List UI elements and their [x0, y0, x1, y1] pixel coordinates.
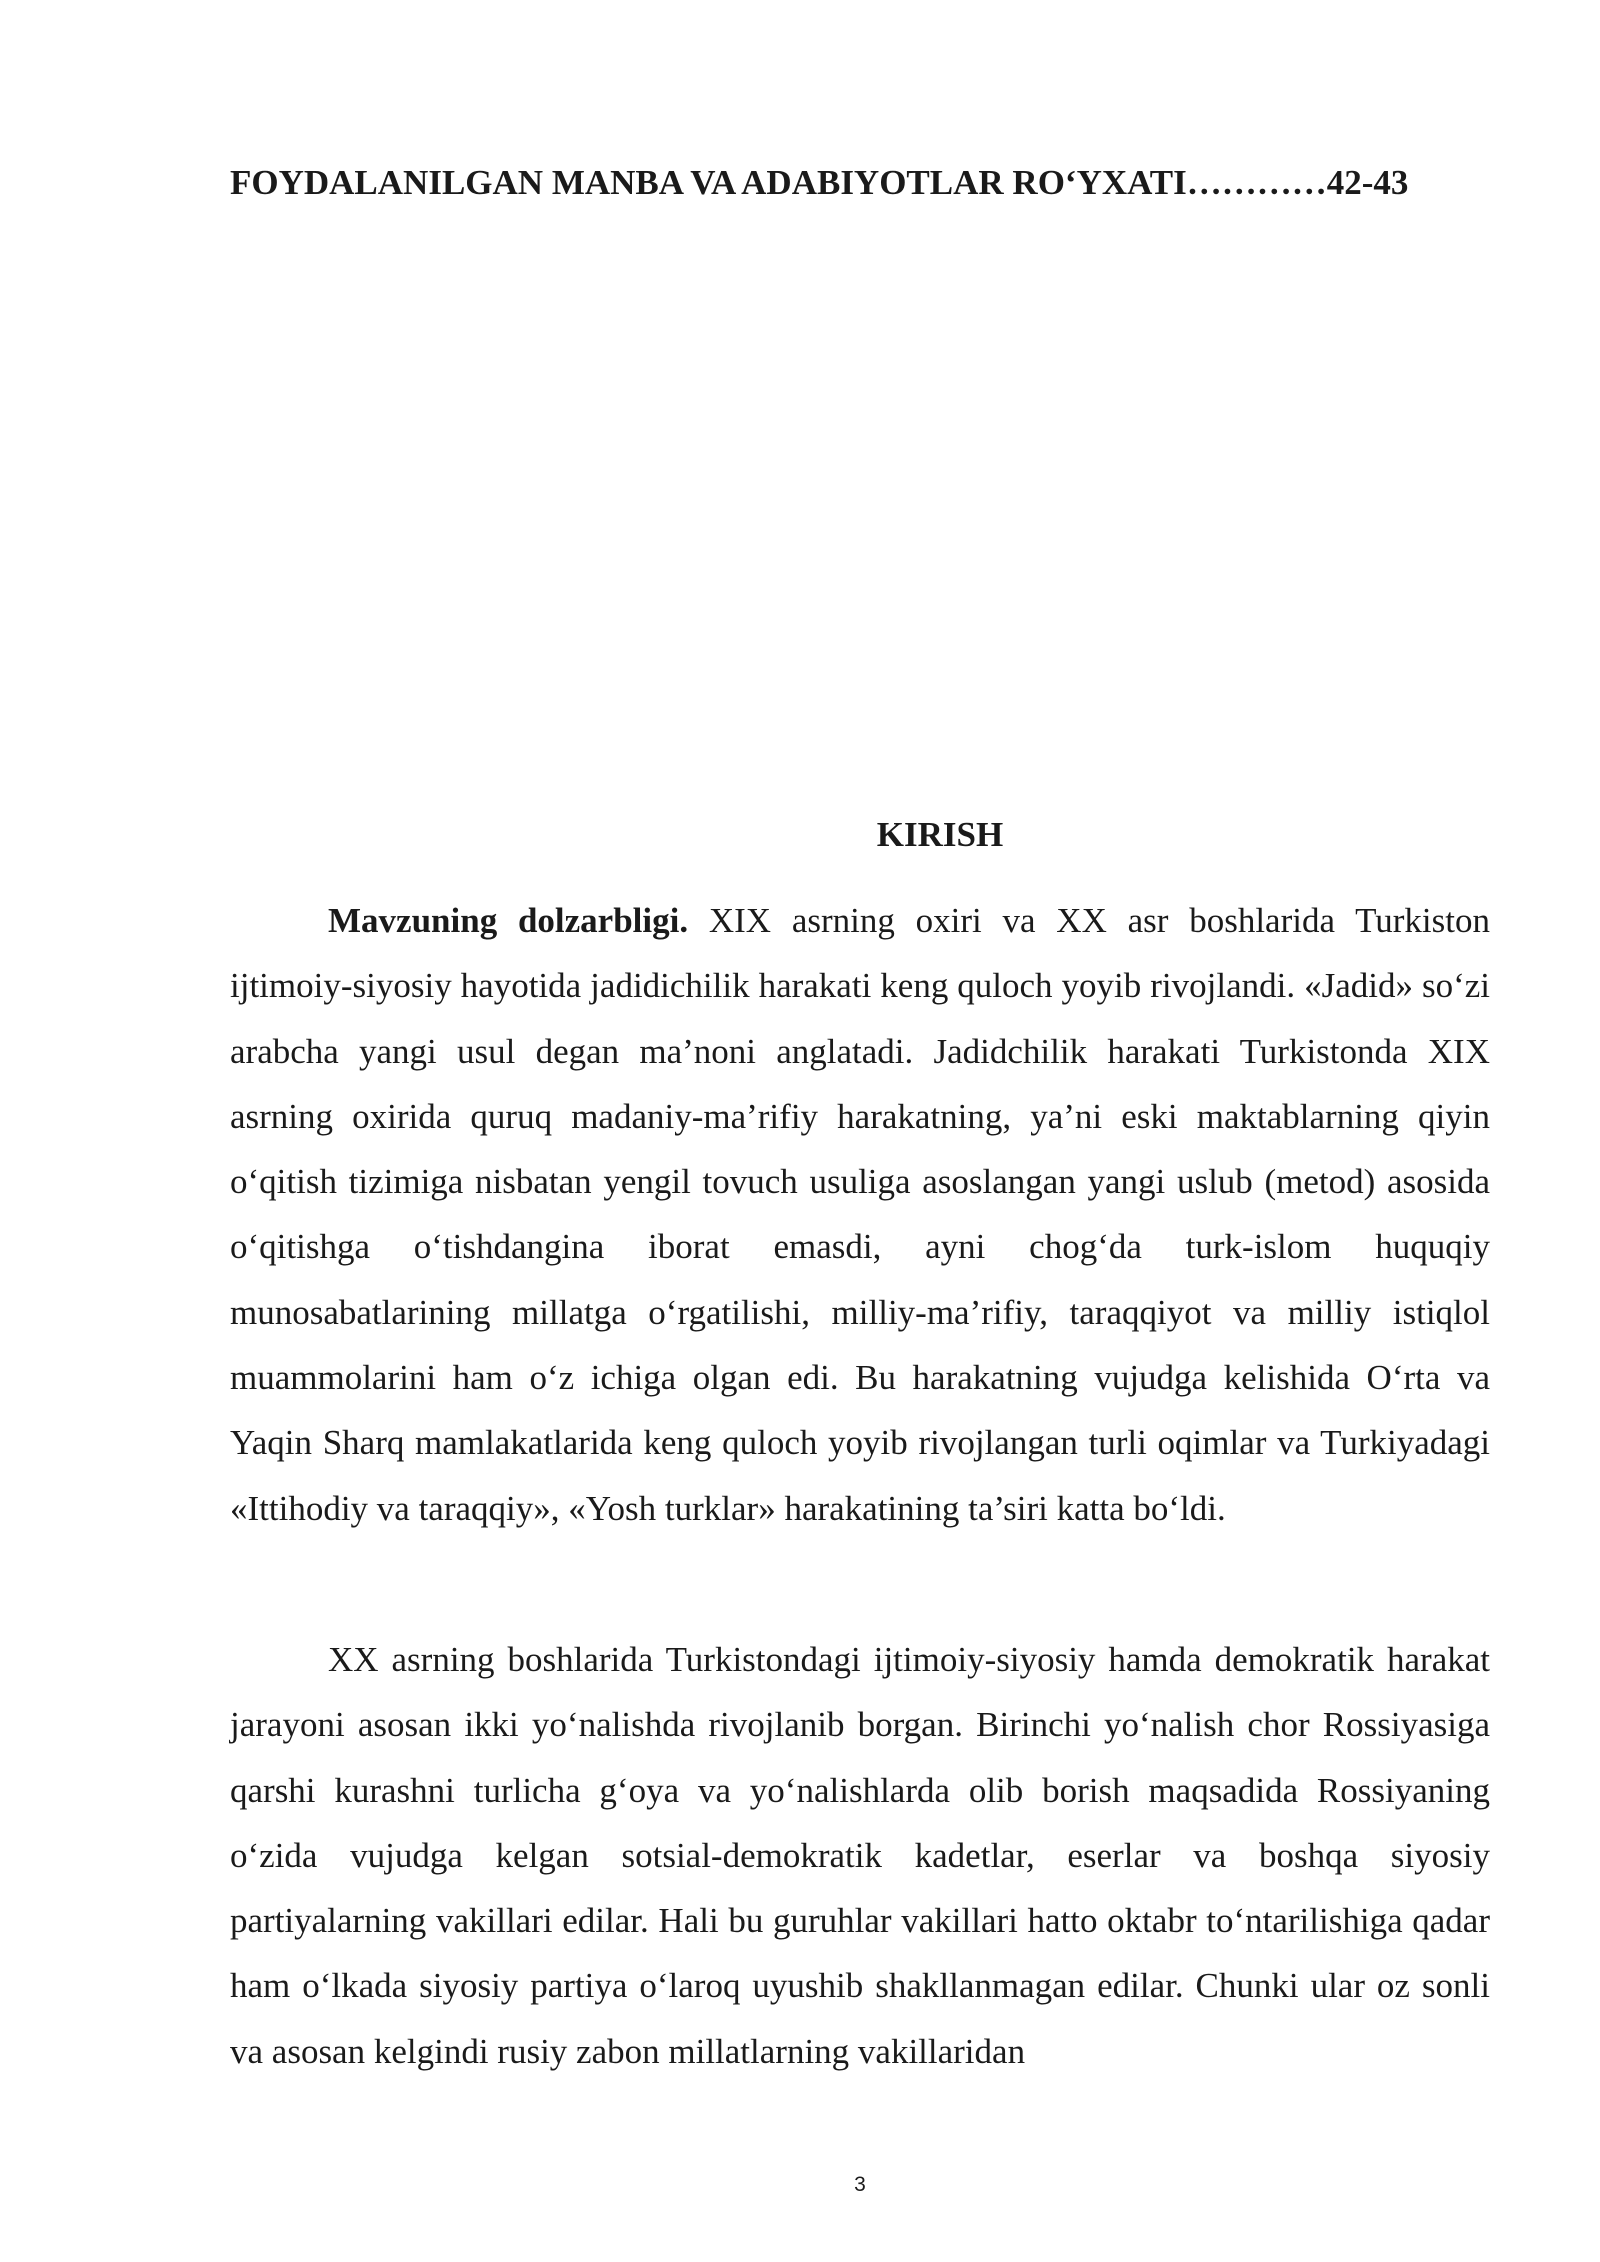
section-heading: KIRISH [876, 815, 1004, 854]
paragraph-1-text: XIX asrning oxiri va XX asr boshlarida Turkiston ijtimoiy-siyosiy hayotida jadidichilik harakati keng quloch yoyib rivojlandi. «Jadid» so‘zi arabcha yangi usul degan ma’noni anglatadi. Jadidchilik harakati Turkistonda XIX asrning oxirida quruq madaniy-ma’rifiy harakatning, ya’ni eski maktablarning qiyin o‘qitish tizimiga nisbatan yengil tovuch usuliga asoslangan yangi uslub (metod) asosida o‘qitishga o‘tishdangina iborat emasdi, ayni chog‘da turk-islom huquqiy munosabatlarining millatga o‘rgatilishi, milliy-ma’rifiy, taraqqiyot va milliy istiqlol muammolarini ham o‘z ichiga olgan edi. Bu harakatning vujudga kelishida O‘rta va Yaqin Sharq mamlakatlarida keng quloch yoyib rivojlangan turli oqimlar va Turkiyadagi «Ittihodiy va taraqqiy», «Yosh turklar» harakatining ta’siri katta bo‘ldi. [230, 901, 1490, 1528]
paragraph-1 [230, 888, 1490, 1541]
paragraph-2 [230, 1627, 1490, 2084]
page-number: 3 [854, 2173, 866, 2196]
paragraph-lead-title: Mavzuning dolzarbligi. [328, 901, 689, 940]
toc-entry-bibliography: FOYDALANILGAN MANBA VA ADABIYOTLAR RO‘YXATI…………42-43 [230, 163, 1409, 202]
paragraph-2-text: XX asrning boshlarida Turkistondagi ijtimoiy-siyosiy hamda demokratik harakat jarayoni asosan ikki yo‘nalishda rivojlanib borgan. Birinchi yo‘nalish chor Rossiyasiga qarshi kurashni turlicha g‘oya va yo‘nalishlarda olib borish maqsadida Rossiyaning o‘zida vujudga kelgan sotsial-demokratik kadetlar, eserlar va boshqa siyosiy partiyalarning vakillari edilar. Hali bu guruhlar vakillari hatto oktabr to‘ntarilishiga qadar ham o‘lkada siyosiy partiya o‘laroq uyushib shakllanmagan edilar. Chunki ular oz sonli va asosan kelgindi rusiy zabon millatlarning vakillaridan [230, 1640, 1490, 2071]
